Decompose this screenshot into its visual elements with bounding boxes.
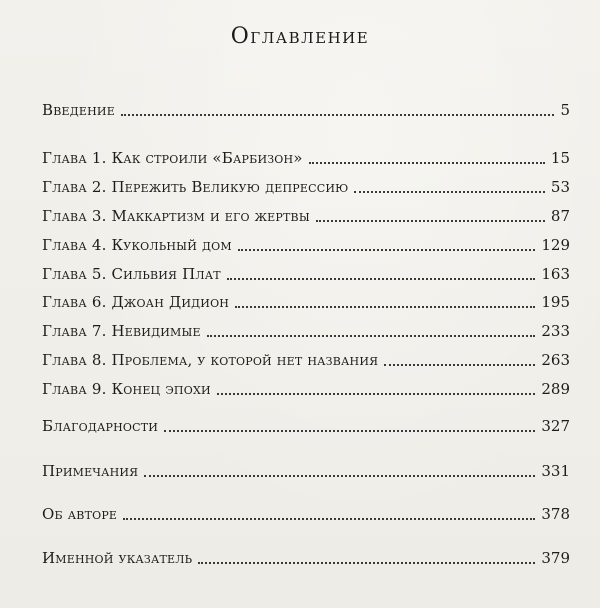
toc-entry-chapter-8[interactable]	[42, 349, 570, 371]
toc-entry-page: 195	[541, 293, 570, 311]
dot-leader	[316, 220, 545, 222]
toc-entry-chapter-6[interactable]	[42, 291, 570, 313]
toc-entry-label: Глава 1. Как строили «Барбизон»	[42, 149, 303, 167]
dot-leader	[198, 562, 535, 564]
toc-entry-label: Примечания	[42, 462, 139, 480]
toc-entry-page: 53	[550, 178, 570, 196]
toc-entry-page: 289	[541, 380, 570, 398]
toc-entry-chapter-9[interactable]	[42, 378, 570, 400]
dot-leader	[227, 278, 536, 280]
dot-leader	[121, 114, 554, 116]
toc-entry-page: 163	[541, 265, 570, 283]
toc-entry-chapter-7[interactable]	[42, 320, 570, 342]
toc-entry-chapter-1[interactable]	[42, 147, 570, 169]
dot-leader	[207, 335, 536, 337]
toc-entry-about-author[interactable]	[42, 503, 570, 525]
dot-leader	[384, 364, 535, 366]
dot-leader	[238, 249, 536, 251]
toc-entry-chapter-5[interactable]	[42, 263, 570, 285]
toc-entry-page: 87	[550, 207, 570, 225]
toc-entry-page: 379	[541, 549, 570, 567]
toc-entry-page: 378	[541, 505, 570, 523]
toc-entry-page: 331	[541, 462, 570, 480]
toc-entry-page: 233	[541, 322, 570, 340]
toc-entry-label: Глава 7. Невидимые	[42, 322, 201, 340]
dot-leader	[123, 518, 535, 520]
toc-entry-notes[interactable]	[42, 460, 570, 482]
toc-entry-label: Введение	[42, 101, 115, 119]
toc-entry-page: 263	[541, 351, 570, 369]
toc-entry-chapter-4[interactable]	[42, 234, 570, 256]
toc-entry-name-index[interactable]	[42, 547, 570, 569]
toc-entry-acknowledgements[interactable]	[42, 415, 570, 437]
toc-entry-page: 327	[541, 417, 570, 435]
toc-entry-label: Глава 6. Джоан Дидион	[42, 293, 230, 311]
toc-entry-label: Глава 4. Кукольный дом	[42, 236, 232, 254]
toc-entry-chapter-3[interactable]	[42, 205, 570, 227]
toc-entry-label: Глава 5. Сильвия Плат	[42, 265, 221, 283]
toc-entry-introduction[interactable]	[42, 99, 570, 121]
dot-leader	[235, 306, 535, 308]
dot-leader	[309, 162, 545, 164]
dot-leader	[354, 191, 544, 193]
toc-entry-label: Об авторе	[42, 505, 118, 523]
dot-leader	[164, 430, 535, 432]
toc-entry-label: Именной указатель	[42, 549, 193, 567]
page-title: Оглавление	[230, 24, 370, 49]
toc-entry-label: Глава 3. Маккартизм и его жертвы	[42, 207, 310, 225]
toc-entry-chapter-2[interactable]	[42, 176, 570, 198]
toc-entry-label: Глава 2. Пережить Великую депрессию	[42, 178, 349, 196]
toc-entry-label: Благодарности	[42, 417, 159, 435]
dot-leader	[217, 393, 536, 395]
toc-entry-label: Глава 9. Конец эпохи	[42, 380, 211, 398]
dot-leader	[144, 475, 535, 477]
toc-entry-page: 5	[560, 101, 570, 119]
toc-entry-label: Глава 8. Проблема, у которой нет названия	[42, 351, 379, 369]
toc-entry-page: 15	[550, 149, 570, 167]
toc-entry-page: 129	[541, 236, 570, 254]
